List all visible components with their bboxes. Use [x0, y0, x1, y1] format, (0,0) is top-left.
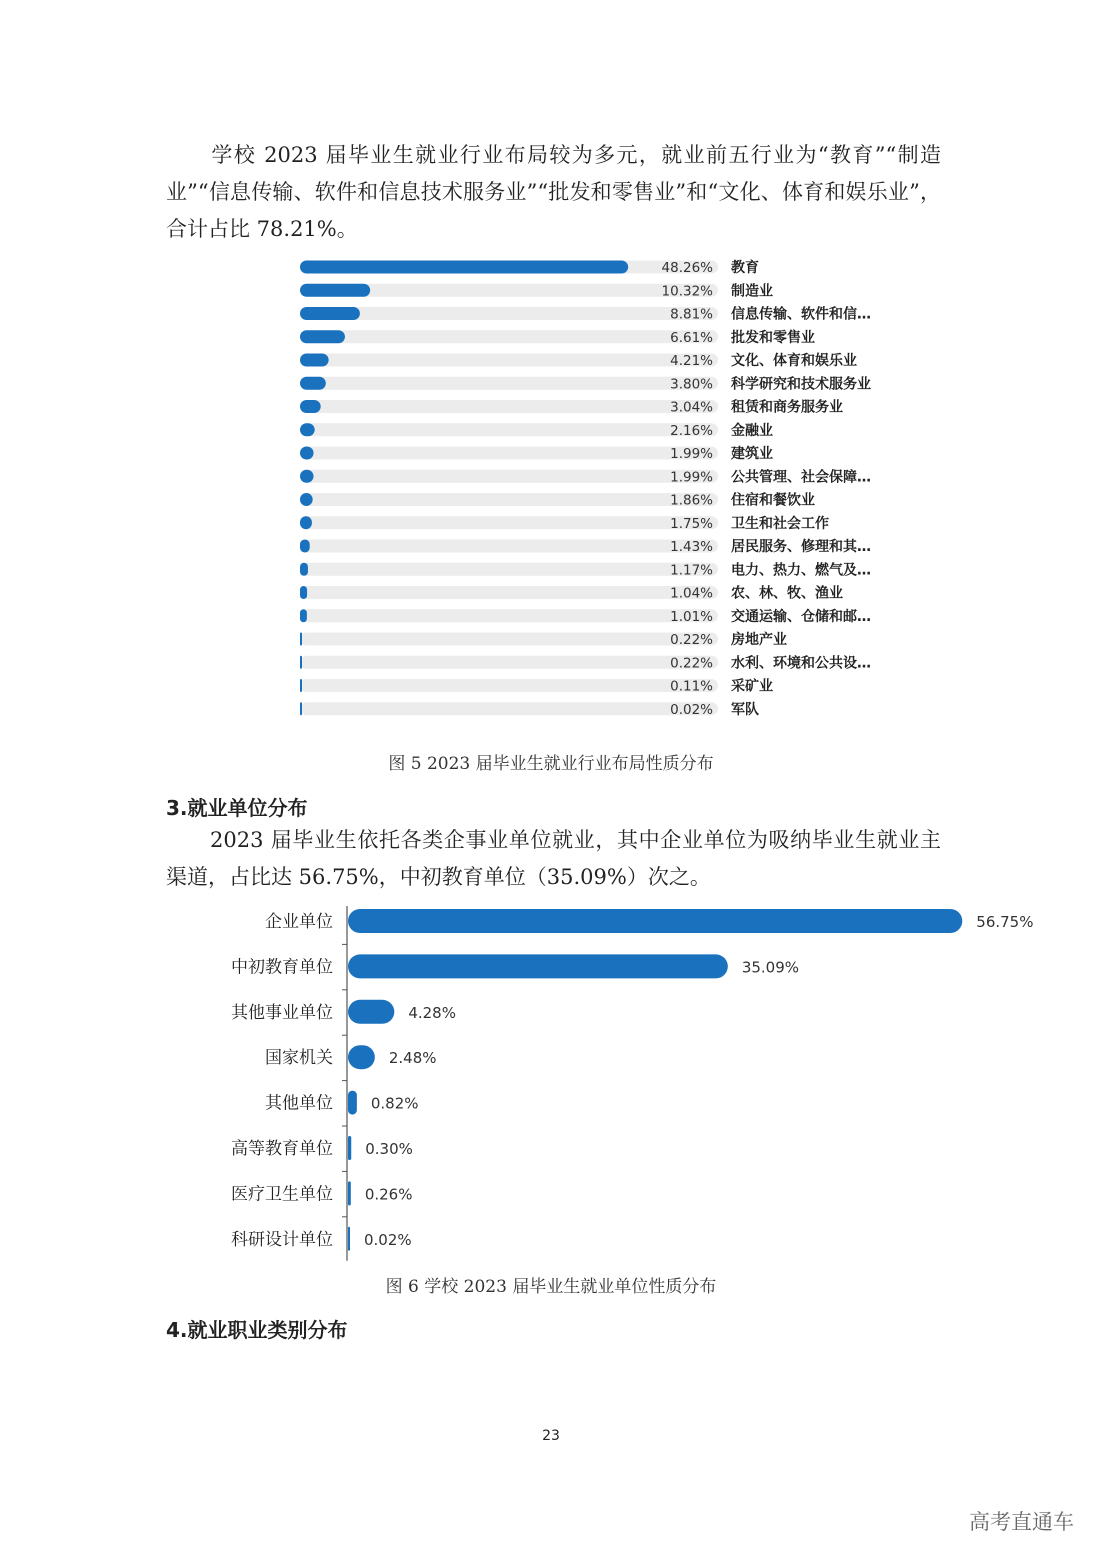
value-label: 0.30%	[365, 1140, 413, 1158]
value-label: 0.11%	[670, 678, 713, 695]
category-label: 教育	[731, 260, 759, 276]
value-label: 2.48%	[388, 1049, 437, 1068]
value-label: 1.99%	[670, 446, 713, 462]
category-label: 批发和零售业	[731, 329, 815, 346]
bar	[348, 1091, 357, 1115]
bar-track	[300, 493, 718, 506]
bar	[300, 633, 302, 646]
section4-heading: 4.就业职业类别分布	[166, 1318, 348, 1342]
bar	[300, 470, 314, 483]
page-number: 23	[542, 1428, 560, 1444]
bar-track	[300, 540, 718, 553]
bar-track	[300, 469, 718, 486]
category-label: 金融业	[731, 422, 773, 439]
bar-track	[300, 702, 718, 715]
category-label: 交通运输、仓储和邮…	[731, 608, 871, 625]
value-label: 1.99%	[670, 469, 713, 486]
bar	[300, 493, 313, 506]
bar-track	[300, 609, 718, 622]
value-label: 35.09%	[741, 958, 800, 977]
value-label: 8.81%	[670, 306, 713, 323]
value-label: 1.04%	[670, 585, 713, 602]
bar	[300, 586, 307, 599]
bar	[348, 1000, 394, 1024]
category-label: 中初教育单位	[231, 957, 333, 978]
category-label: 制造业	[731, 283, 773, 300]
category-label: 采矿业	[731, 678, 773, 695]
category-label: 建筑业	[731, 446, 773, 462]
bar	[348, 1045, 375, 1069]
bar-track	[300, 655, 718, 672]
bar-track	[300, 307, 718, 320]
figure5-caption: 图 5 2023 届毕业生就业行业布局性质分布	[388, 754, 714, 774]
bar	[300, 656, 302, 669]
category-label: 农、林、牧、渔业	[731, 585, 843, 602]
value-label: 56.75%	[976, 913, 1034, 931]
bar-track	[300, 586, 718, 599]
value-label: 3.04%	[670, 399, 713, 416]
category-label: 科研设计单位	[231, 1229, 333, 1250]
bar	[300, 563, 308, 576]
bar-track	[300, 447, 718, 460]
category-label: 军队	[731, 701, 759, 718]
bar-track	[300, 516, 718, 529]
industry-bar-chart	[0, 252, 1102, 722]
value-label: 4.21%	[670, 353, 713, 369]
bar-track	[300, 562, 718, 579]
bar-track	[300, 679, 718, 692]
bar	[300, 261, 628, 274]
bar	[300, 679, 302, 692]
value-label: 48.26%	[661, 260, 713, 276]
value-label: 0.02%	[364, 1230, 412, 1249]
value-label: 1.17%	[670, 562, 713, 579]
category-label: 科学研究和技术服务业	[731, 376, 871, 393]
value-label: 0.22%	[670, 655, 713, 672]
category-label: 卫生和社会工作	[731, 515, 829, 532]
category-label: 其他单位	[265, 1093, 333, 1114]
category-label: 电力、热力、燃气及…	[731, 562, 871, 579]
bar	[300, 284, 370, 297]
bar	[300, 702, 302, 715]
bar	[300, 377, 326, 390]
bar	[300, 330, 345, 343]
value-label: 0.82%	[370, 1094, 419, 1113]
category-label: 国家机关	[265, 1048, 333, 1069]
category-label: 租赁和商务服务业	[731, 399, 843, 416]
value-label: 4.28%	[408, 1003, 456, 1022]
category-label: 信息传输、软件和信…	[731, 306, 871, 323]
bar	[348, 909, 962, 933]
bar-track	[300, 423, 718, 436]
figure6-caption: 图 6 学校 2023 届毕业生就业单位性质分布	[385, 1277, 717, 1297]
bar	[300, 423, 315, 436]
bar-track	[300, 376, 718, 393]
value-label: 6.61%	[670, 329, 713, 346]
bar	[300, 307, 360, 320]
bar-track	[300, 330, 718, 343]
category-label: 公共管理、社会保障…	[731, 469, 871, 486]
bar-track	[300, 400, 718, 413]
value-label: 3.80%	[670, 376, 713, 393]
bar	[348, 1181, 351, 1205]
category-label: 企业单位	[265, 912, 333, 932]
bar-track	[300, 354, 718, 367]
category-label: 高等教育单位	[231, 1139, 333, 1159]
bar	[300, 354, 329, 367]
value-label: 0.02%	[670, 701, 713, 718]
category-label: 医疗卫生单位	[231, 1184, 333, 1205]
bar	[348, 954, 728, 978]
value-label: 2.16%	[670, 422, 713, 439]
bar	[300, 447, 314, 460]
bar	[300, 516, 312, 529]
value-label: 1.86%	[670, 492, 713, 509]
category-label: 居民服务、修理和其…	[731, 539, 871, 555]
bar	[348, 1227, 350, 1251]
bar	[300, 609, 307, 622]
value-label: 1.01%	[670, 608, 713, 625]
employer-bar-chart	[0, 900, 1102, 1270]
value-label: 1.75%	[670, 515, 713, 532]
category-label: 水利、环境和公共设…	[731, 655, 871, 672]
bar-track	[300, 633, 718, 646]
category-label: 文化、体育和娱乐业	[731, 353, 857, 369]
category-label: 住宿和餐饮业	[731, 492, 815, 509]
value-label: 0.22%	[670, 632, 713, 648]
value-label: 0.26%	[364, 1185, 413, 1204]
watermark: 高考直通车	[969, 1510, 1074, 1534]
value-label: 1.43%	[670, 539, 713, 555]
intro-paragraph: 学校 2023 届毕业生就业行业布局较为多元，就业前五行业为“教育”“制造业”“信息传输、软件和信息技术服务业”“批发和零售业”和“文化、体育和娱乐业”，合计占比 78.21%。	[166, 143, 941, 241]
section3-paragraph: 2023 届毕业生依托各类企事业单位就业，其中企业单位为吸纳毕业生就业主渠道，占比达 56.75%，中初教育单位（35.09%）次之。	[166, 828, 941, 889]
section3-heading: 3.就业单位分布	[166, 796, 308, 820]
value-label: 10.32%	[661, 283, 713, 300]
bar	[348, 1136, 351, 1160]
bar	[300, 540, 310, 553]
category-label: 房地产业	[731, 632, 787, 648]
category-label: 其他事业单位	[231, 1002, 333, 1023]
bar	[300, 400, 321, 413]
